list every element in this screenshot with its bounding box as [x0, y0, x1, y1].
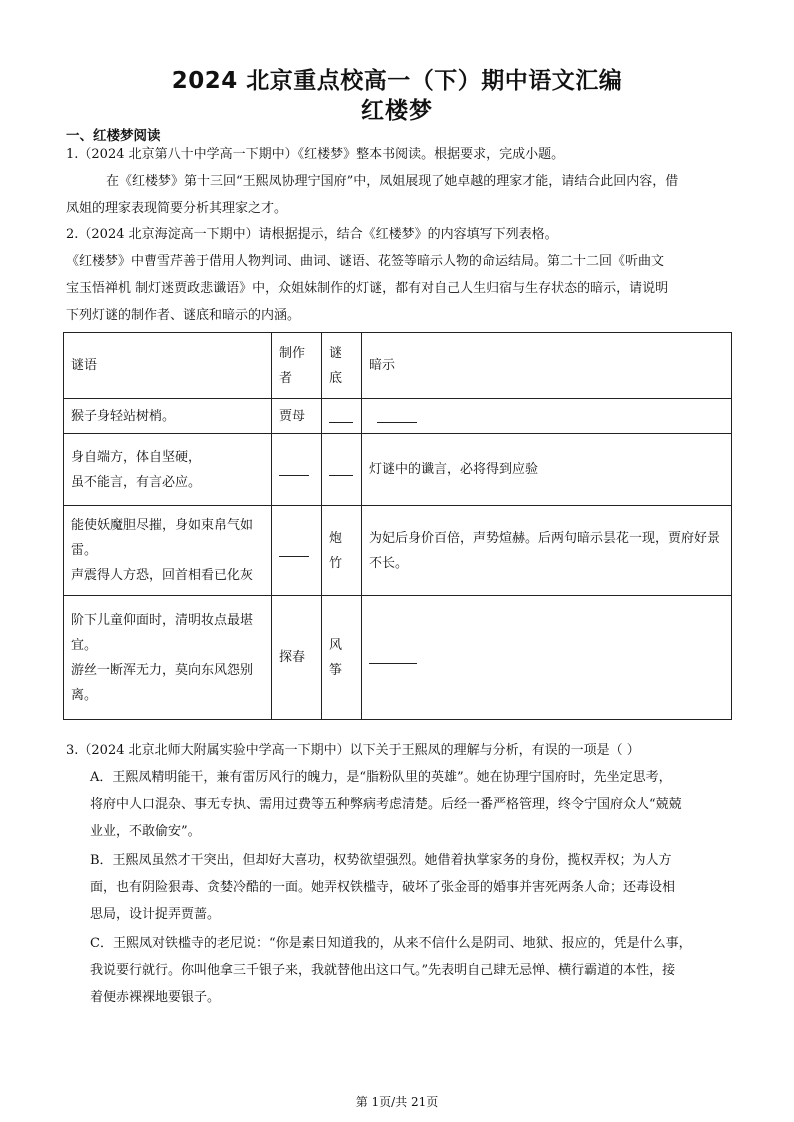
header-answer-text: 谜底: [329, 345, 343, 386]
document-title: 2024 北京重点校高一（下）期中语文汇编: [171, 68, 623, 94]
riddle-cell: [64, 434, 272, 506]
header-hint: 暗示: [362, 333, 732, 399]
option-c-line: 着便赤裸裸地要银子。: [90, 990, 221, 1005]
hint-cell: 为妃后身价百倍，声势煊赫。后两句暗示昙花一现，贾府好景不长。: [362, 506, 732, 596]
document-subtitle: 红楼梦: [361, 98, 433, 124]
hint-cell: [362, 596, 732, 720]
riddle-line: 声震得人方恐，回首相看已化灰: [71, 568, 254, 583]
answer-cell: [322, 596, 362, 720]
maker-cell: [272, 506, 322, 596]
question-1-paragraph-line: 凤姐的理家表现简要分析其理家之才。: [66, 201, 288, 216]
table-row: [64, 506, 732, 596]
riddle-line: 游丝一断浑无力，莫向东风怨别: [71, 662, 254, 678]
answer-blank[interactable]: [329, 410, 353, 423]
table-header-row: [64, 333, 732, 399]
table-row: [64, 434, 732, 506]
answer-cell: [322, 399, 362, 434]
maker-cell: 探春: [272, 596, 322, 720]
table-row: [64, 399, 732, 434]
option-b-line: 面，也有阴险狠毒、贪婪冷酷的一面。她弄权铁槛寺，破坏了张金哥的婚事并害死两条人命；还毒设相: [90, 880, 676, 895]
header-maker-text: 制作者: [279, 345, 306, 386]
riddle-line: 雷。: [71, 543, 98, 558]
option-a-line: A．王熙凤精明能干，兼有雷厉风行的魄力，是“脂粉队里的英雄”。她在协理宁国府时，先坐定思考，: [90, 770, 672, 785]
riddle-line: 身自端方，体自坚硬，: [71, 449, 202, 465]
question-2-intro-line: 《红楼梦》中曹雪芹善于借用人物判词、曲词、谜语、花签等暗示人物的命运结局。第二十二回《听曲文: [66, 254, 665, 269]
riddle-line: 离。: [71, 687, 98, 703]
riddle-line: 阶下儿童仰面时，清明妆点最堪: [71, 612, 254, 628]
question-1-stem: 1.（2024 北京第八十中学高一下期中）《红楼梦》整本书阅读。根据要求，完成小题。: [66, 147, 565, 162]
question-2-intro-line: 下列灯谜的制作者、谜底和暗示的内涵。: [66, 308, 301, 323]
option-a-line: 业业，不敢偷安”。: [90, 824, 201, 839]
table-row: [64, 596, 732, 720]
question-2-intro-line: 宝玉悟禅机 制灯迷贾政悲谶语》中，众姐妹制作的灯谜，都有对自己人生归宿与生存状态的暗示，请说明: [66, 281, 669, 296]
riddle-line: 宜。: [71, 637, 98, 653]
section-heading: 一、红楼梦阅读: [66, 128, 161, 144]
option-a-line: 将府中人口混杂、事无专执、需用过费等五种弊病考虑清楚。后经一番严格管理，终令宁国府众人“兢兢: [90, 797, 682, 812]
riddle-cell: [64, 506, 272, 596]
riddle-line: 虽不能言，有言必应。: [71, 474, 202, 490]
hint-blank[interactable]: [369, 651, 417, 664]
hint-cell: [362, 399, 732, 434]
header-maker: [272, 333, 322, 399]
answer-text: 风筝: [329, 637, 343, 678]
answer-text: 炮竹: [329, 530, 343, 571]
option-c-line: C．王熙凤对铁槛寺的老尼说：“你是素日知道我的，从来不信什么是阴司、地狱、报应的，凭是什么事，: [90, 936, 692, 951]
option-b-line: B．王熙凤虽然才干突出，但却好大喜功，权势欲望强烈。她借着执掌家务的身份，揽权弄权；为人方: [90, 853, 672, 868]
hint-cell: 灯谜中的谶言，必将得到应验: [362, 434, 732, 506]
hint-blank[interactable]: [377, 410, 417, 423]
riddle-line: 猴子身轻站树梢。: [71, 408, 176, 424]
maker-cell: 贾母: [272, 399, 322, 434]
answer-cell: [322, 506, 362, 596]
option-b-line: 思局，设计捉弄贾蔷。: [90, 907, 221, 922]
question-3-stem: 3.（2024 北京北师大附属实验中学高一下期中）以下关于王熙凤的理解与分析，有误的一项是（ ）: [66, 743, 640, 758]
page-number: 第 1页/共 21页: [355, 1095, 439, 1109]
header-riddle: 谜语: [64, 333, 272, 399]
riddle-cell: [64, 596, 272, 720]
riddle-cell: [64, 399, 272, 434]
option-c-line: 我说要行就行。你叫他拿三千银子来，我就替他出这口气。”先表明自己肆无忌惮、横行霸道的本性，接: [90, 963, 676, 978]
maker-blank[interactable]: [279, 544, 309, 557]
answer-blank[interactable]: [329, 463, 353, 476]
maker-cell: [272, 434, 322, 506]
riddle-line: 能使妖魔胆尽摧，身如束帛气如: [71, 518, 254, 533]
header-answer: [322, 333, 362, 399]
question-1-paragraph-line: 在《红楼梦》第十三回“王熙凤协理宁国府”中，凤姐展现了她卓越的理家才能，请结合此回内容，借: [106, 174, 679, 189]
question-2-stem: 2.（2024 北京海淀高一下期中）请根据提示，结合《红楼梦》的内容填写下列表格。: [66, 227, 558, 242]
riddle-table: [63, 332, 732, 720]
maker-blank[interactable]: [279, 463, 309, 476]
answer-cell: [322, 434, 362, 506]
